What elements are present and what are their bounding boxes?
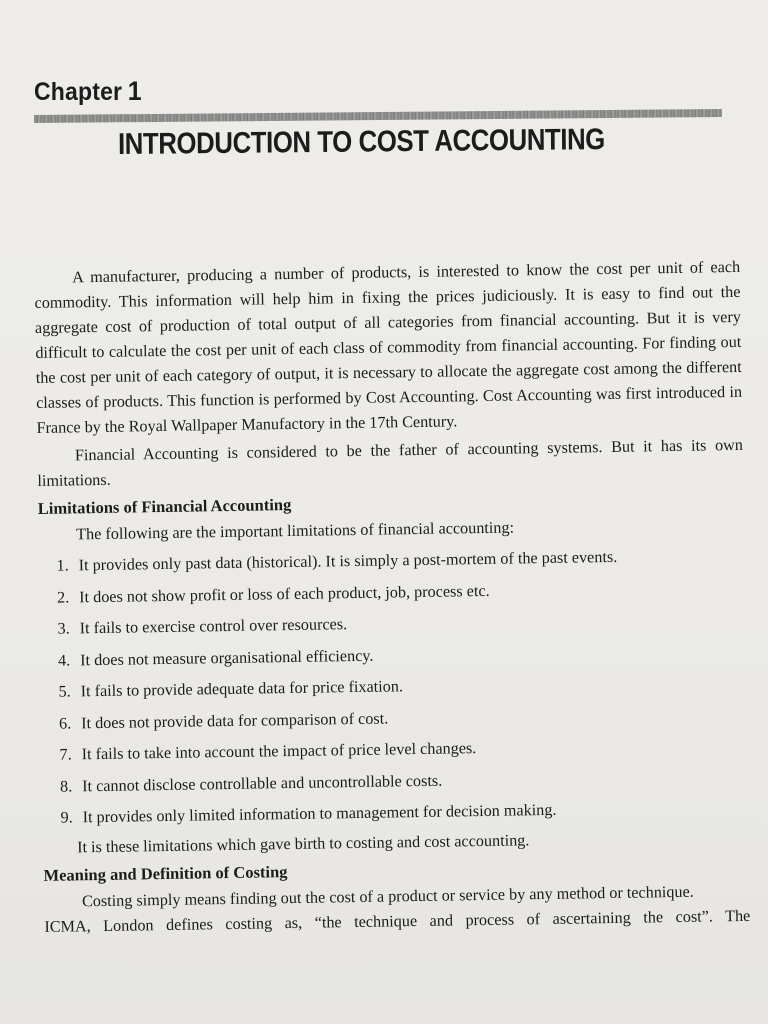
list-item-number: 5.	[58, 682, 71, 701]
list-item-number: 2.	[56, 587, 70, 607]
list-item-number: 3.	[57, 619, 70, 638]
list-item-text: It fails to take into account the impact of price level changes.	[81, 739, 477, 764]
list-item-text: It provides only limited information to management for decision making.	[82, 800, 557, 827]
list-item-text: It does not provide data for comparison of cost.	[81, 708, 389, 732]
father-paragraph: Financial Accounting is considered to be the father of accounting systems. But it has its own limitations.	[37, 435, 744, 490]
list-item-number: 8.	[59, 776, 73, 796]
chapter-word: Chapter	[34, 78, 123, 106]
list-item-text: It provides only past data (historical). It is simply a post-mortem of the past events.	[78, 547, 618, 575]
intro-paragraph: A manufacturer, producing a number of products, is interested to know the cost per unit of each commodity. This information will help him in fixing the prices judiciously. It is easy to find out the aggregate cost of production of total output of all categories from financial accounting. But it is very difficult to calculate the cost per unit of each class of commodity from financial accounting. For finding out the cost per unit of each category of output, it is necessary to allocate the aggregate cost among the different classes of products. This function is performed by Cost Accounting. Cost Accounting was first introduced in France by the Royal Wallpaper Manufactory in the 17th Century.	[34, 257, 743, 437]
limitations-list	[38, 540, 748, 835]
list-item-number: 9.	[60, 808, 73, 827]
list-item-number: 6.	[58, 713, 72, 733]
list-item-number: 1.	[56, 556, 69, 575]
costing-line-1: Costing simply means finding out the cost of a product or service by any method or technique.	[81, 882, 694, 910]
list-item-text: It fails to provide adequate data for price fixation.	[80, 677, 404, 701]
limitations-closing: It is these limitations which gave birth to costing and cost accounting.	[76, 830, 530, 856]
costing-heading: Meaning and Definition of Costing	[43, 861, 288, 885]
limitations-intro: The following are the important limitations of financial accounting:	[76, 518, 515, 544]
chapter-rule	[34, 109, 722, 123]
list-item-number: 4.	[57, 650, 71, 670]
page-body	[34, 255, 750, 940]
limitations-heading: Limitations of Financial Accounting	[37, 494, 292, 518]
chapter-number: 1	[127, 76, 142, 106]
list-item-text: It cannot disclose controllable and uncontrollable costs.	[82, 771, 443, 795]
list-item-text: It does not measure organisational efficiency.	[80, 646, 374, 669]
chapter-title: INTRODUCTION TO COST ACCOUNTING	[117, 123, 605, 161]
costing-line-2: ICMA, London defines costing as, “the technique and process of ascertaining the cost”. The	[44, 906, 751, 936]
list-item-text: It does not show profit or loss of each product, job, process etc.	[79, 581, 490, 606]
chapter-label	[34, 76, 142, 107]
list-item-text: It fails to exercise control over resources.	[79, 615, 348, 638]
list-item-number: 7.	[59, 745, 72, 764]
